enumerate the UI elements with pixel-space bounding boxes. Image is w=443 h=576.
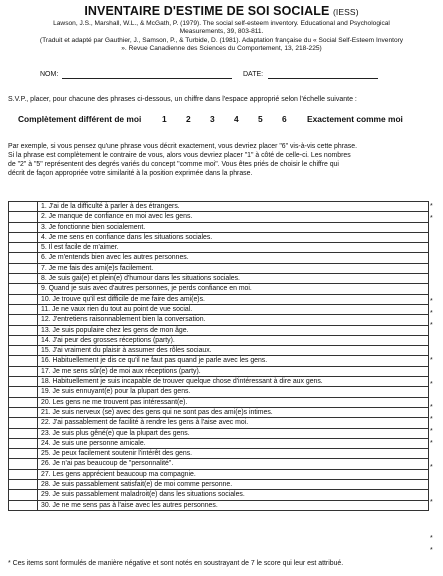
- paragraph-line: Par exemple, si vous pensez qu'une phrase vous décrit exactement, vous devriez placer "6" vis-à-vis cette phrase.: [8, 143, 357, 150]
- answer-cell[interactable]: [9, 325, 38, 335]
- answer-cell[interactable]: [9, 469, 38, 479]
- answer-cell[interactable]: [9, 232, 38, 242]
- date-field[interactable]: [268, 71, 378, 79]
- scale-point: 3: [210, 114, 215, 124]
- item-row: [9, 212, 429, 222]
- item-row: [9, 202, 429, 212]
- paragraph-line: de "2" à "5" représentent des degrés variés du concept "comme moi". Vous êtes priés de choisir le chiffre qui: [8, 161, 339, 169]
- reverse-score-star: *: [430, 297, 433, 305]
- reverse-score-star: *: [430, 440, 433, 447]
- paragraph-line: décrit de façon appropriée votre similarité à la position exprimée dans la phrase.: [8, 170, 253, 178]
- item-row: [9, 232, 429, 242]
- scale-point: 5: [258, 114, 263, 124]
- item-row: [9, 377, 429, 387]
- item-text: 8. Je suis gai(e) et plein(e) d'humour dans les situations sociales.: [38, 274, 429, 284]
- reverse-score-star: *: [430, 321, 433, 329]
- item-text: 17. Je me sens sûr(e) de moi aux réceptions (party).: [38, 366, 429, 376]
- item-text: 30. Je ne me sens pas à l'aise avec les autres personnes.: [38, 500, 429, 510]
- answer-cell[interactable]: [9, 397, 38, 407]
- item-text: 12. J'entretiens raisonnablement bien la conversation.: [38, 315, 429, 325]
- item-text: 11. Je ne vaux rien du tout au point de vue social.: [38, 304, 429, 314]
- item-row: [9, 274, 429, 284]
- reverse-score-star: *: [430, 534, 433, 542]
- item-text: 24. Je suis une personne amicale.: [38, 438, 429, 448]
- answer-cell[interactable]: [9, 356, 38, 366]
- item-text: 27. Les gens apprécient beaucoup ma compagnie.: [38, 469, 429, 479]
- item-row: [9, 438, 429, 448]
- item-text: 18. Habituellement je suis incapable de trouver quelque chose d'intéressant à dire aux gens.: [38, 377, 429, 387]
- item-row: [9, 428, 429, 438]
- scale-point: 1: [162, 114, 167, 124]
- scale-right-label: Exactement comme moi: [307, 114, 403, 124]
- date-label: DATE:: [243, 71, 264, 78]
- answer-cell[interactable]: [9, 480, 38, 490]
- answer-cell[interactable]: [9, 500, 38, 510]
- footnote: * Ces items sont formulés de manière négative et sont notés en soustrayant de 7 le score qui leur est attribué.: [8, 560, 344, 567]
- item-row: [9, 490, 429, 500]
- reference-line: Measurements, 39, 803-811.: [179, 28, 264, 36]
- answer-cell[interactable]: [9, 243, 38, 253]
- item-row: [9, 325, 429, 335]
- item-text: 9. Quand je suis avec d'autres personnes, je perds confiance en moi.: [38, 284, 429, 294]
- answer-cell[interactable]: [9, 418, 38, 428]
- title-abbreviation: (IESS): [333, 7, 359, 17]
- original-reference: [14, 20, 429, 36]
- item-row: [9, 397, 429, 407]
- item-text: 13. Je suis populaire chez les gens de mon âge.: [38, 325, 429, 335]
- name-field[interactable]: [62, 71, 232, 79]
- page-title: [0, 4, 443, 18]
- item-text: 5. Il est facile de m'aimer.: [38, 243, 429, 253]
- reverse-score-star: *: [430, 203, 433, 210]
- item-row: [9, 315, 429, 325]
- answer-cell[interactable]: [9, 304, 38, 314]
- answer-cell[interactable]: [9, 202, 38, 212]
- reverse-score-star: *: [430, 380, 433, 388]
- item-row: [9, 243, 429, 253]
- item-row: [9, 407, 429, 417]
- reverse-score-star: *: [430, 309, 433, 317]
- title-main: INVENTAIRE D'ESTIME DE SOI SOCIALE: [84, 4, 330, 18]
- item-row: [9, 480, 429, 490]
- reverse-score-star: *: [430, 463, 433, 471]
- answer-cell[interactable]: [9, 428, 38, 438]
- answer-cell[interactable]: [9, 387, 38, 397]
- scale-point: 2: [186, 114, 191, 124]
- example-paragraph: [8, 142, 436, 178]
- item-row: [9, 469, 429, 479]
- answer-cell[interactable]: [9, 253, 38, 263]
- item-text: 28. Je suis passablement satisfait(e) de moi comme personne.: [38, 480, 429, 490]
- answer-cell[interactable]: [9, 222, 38, 232]
- item-text: 16. Habituellement je dis ce qu'il ne faut pas quand je parle avec les gens.: [38, 356, 429, 366]
- scale-point: 6: [282, 114, 287, 124]
- reference-line: Lawson, J.S., Marshall, W.L., & McGath, P. (1979). The social self-esteem inventory. Educational and Psychological: [53, 20, 390, 27]
- item-text: 19. Je suis ennuyant(e) pour la plupart des gens.: [38, 387, 429, 397]
- item-text: 20. Les gens ne me trouvent pas intéressant(e).: [38, 397, 429, 407]
- answer-cell[interactable]: [9, 212, 38, 222]
- item-text: 21. Je suis nerveux (se) avec des gens qui ne sont pas des ami(e)s intimes.: [38, 407, 429, 417]
- scale-point: 4: [234, 114, 239, 124]
- item-row: [9, 500, 429, 510]
- reverse-score-star: *: [430, 214, 433, 222]
- item-row: [9, 284, 429, 294]
- item-row: [9, 346, 429, 356]
- item-text: 22. J'ai passablement de facilité à rendre les gens à l'aise avec moi.: [38, 418, 429, 428]
- item-row: [9, 335, 429, 345]
- item-text: 15. J'ai vraiment du plaisir à assumer des rôles sociaux.: [38, 346, 429, 356]
- answer-cell[interactable]: [9, 366, 38, 376]
- translation-reference: [14, 37, 429, 53]
- answer-cell[interactable]: [9, 274, 38, 284]
- answer-cell[interactable]: [9, 438, 38, 448]
- answer-cell[interactable]: [9, 459, 38, 469]
- reverse-score-star: *: [430, 499, 433, 507]
- items-table: [8, 201, 429, 511]
- name-label: NOM:: [40, 71, 59, 78]
- reverse-score-star: *: [430, 404, 433, 412]
- item-text: 14. J'ai peur des grosses réceptions (party).: [38, 335, 429, 345]
- answer-cell[interactable]: [9, 449, 38, 459]
- reverse-score-star: *: [430, 416, 433, 424]
- item-text: 6. Je m'entends bien avec les autres personnes.: [38, 253, 429, 263]
- item-text: 3. Je fonctionne bien socialement.: [38, 222, 429, 232]
- answer-cell[interactable]: [9, 407, 38, 417]
- item-row: [9, 459, 429, 469]
- item-row: [9, 418, 429, 428]
- item-text: 25. Je peux facilement soutenir l'intérêt des gens.: [38, 449, 429, 459]
- item-text: 1. J'ai de la difficulté à parler à des étrangers.: [38, 202, 429, 212]
- item-row: [9, 222, 429, 232]
- reference-line: (Traduit et adapté par Gauthier, J., Samson, P., & Turbide, D. (1981). Adaptation française du « Social Self-Esteem Inventory: [39, 36, 404, 44]
- item-row: [9, 263, 429, 273]
- answer-cell[interactable]: [9, 263, 38, 273]
- answer-cell[interactable]: [9, 315, 38, 325]
- item-row: [9, 387, 429, 397]
- answer-cell[interactable]: [9, 346, 38, 356]
- answer-cell[interactable]: [9, 335, 38, 345]
- item-row: [9, 294, 429, 304]
- answer-cell[interactable]: [9, 377, 38, 387]
- item-text: 23. Je suis plus gêné(e) que la plupart des gens.: [38, 428, 429, 438]
- item-row: [9, 253, 429, 263]
- answer-cell[interactable]: [9, 490, 38, 500]
- item-text: 7. Je me fais des ami(e)s facilement.: [38, 263, 429, 273]
- item-text: 26. Je n'ai pas beaucoup de "personnalité".: [38, 459, 429, 469]
- item-text: 29. Je suis passablement maladroit(e) dans les situations sociales.: [38, 490, 429, 500]
- item-text: 10. Je trouve qu'il est difficile de me faire des ami(e)s.: [38, 294, 429, 304]
- reverse-score-star: *: [430, 546, 433, 554]
- item-row: [9, 449, 429, 459]
- answer-cell[interactable]: [9, 294, 38, 304]
- item-row: [9, 366, 429, 376]
- item-text: 2. Je manque de confiance en moi avec les gens.: [38, 212, 429, 222]
- paragraph-line: Si la phrase est complètement le contraire de vous, alors vous devriez placer "1" à côté de celle-ci. Les nombres: [8, 152, 351, 160]
- reverse-score-star: *: [430, 357, 433, 365]
- scale-left-label: Complètement différent de moi: [18, 114, 142, 124]
- answer-cell[interactable]: [9, 284, 38, 294]
- item-row: [9, 304, 429, 314]
- reverse-score-star: *: [430, 428, 433, 436]
- item-text: 4. Je me sens en confiance dans les situations sociales.: [38, 232, 429, 242]
- item-row: [9, 356, 429, 366]
- instruction-text: S.V.P., placer, pour chacune des phrases ci-dessous, un chiffre dans l'espace approprié selon l'échelle suivante :: [8, 96, 357, 103]
- reference-line: ». Revue Canadienne des Sciences du Comportement, 13, 218-225): [121, 44, 322, 52]
